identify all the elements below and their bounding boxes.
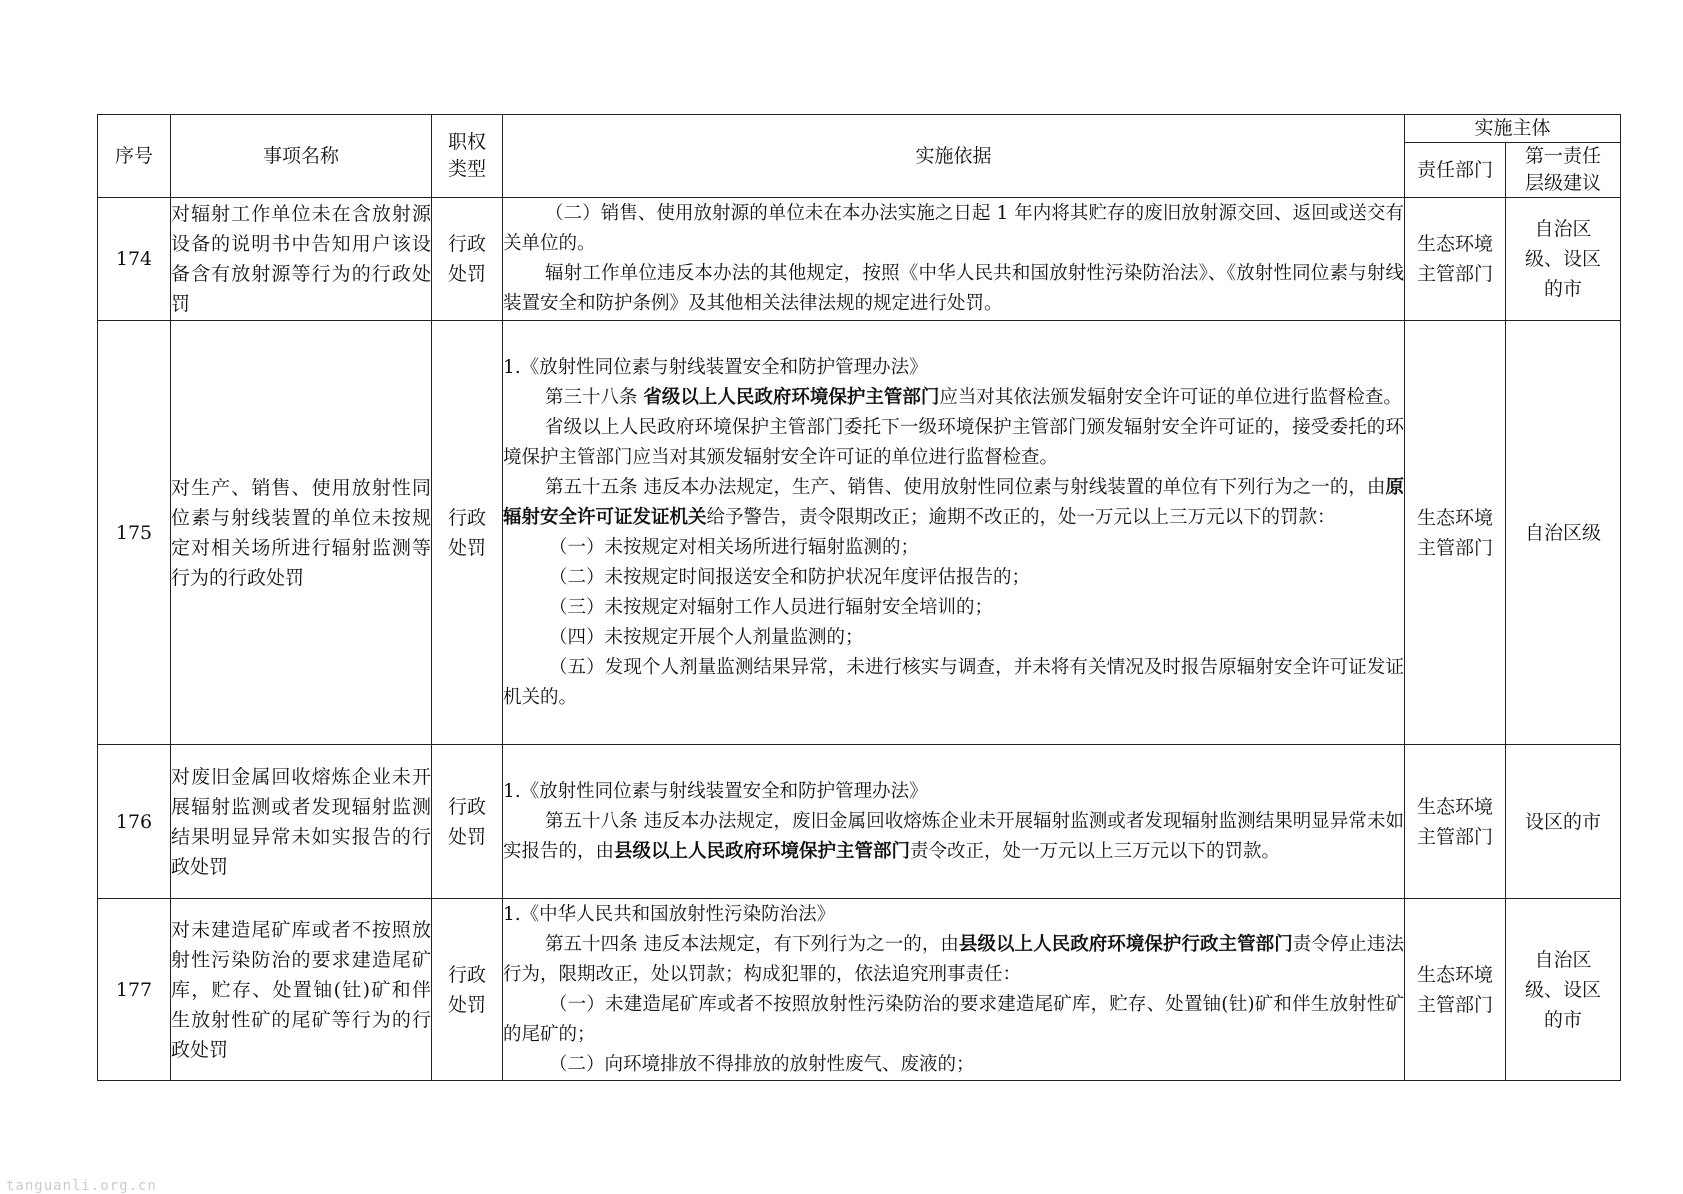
row-level: 自治区级、设区的市 [1506,899,1621,1081]
basis-paragraph: 辐射工作单位违反本办法的其他规定，按照《中华人民共和国放射性污染防治法》、《放射性同位素与射线装置安全和防护条例》及其他相关法律法规的规定进行处罚。 [503,263,1404,314]
basis-item: （一）未按规定对相关场所进行辐射监测的； [549,536,920,558]
row-seq: 177 [98,899,171,1081]
row-type: 行政处罚 [432,745,503,899]
row-type: 行政处罚 [432,321,503,745]
basis-paragraph: （二）销售、使用放射源的单位未在本办法实施之日起 1 年内将其贮存的废旧放射源交回、返回或送交有关单位的。 [503,203,1404,254]
row-name: 对废旧金属回收熔炼企业未开展辐射监测或者发现辐射监测结果明显异常未如实报告的行政处罚 [171,745,432,899]
basis-paragraph: 第五十四条 违反本法规定，有下列行为之一的，由县级以上人民政府环境保护行政主管部门责令停止违法行为，限期改正，处以罚款；构成犯罪的，依法追究刑事责任： [503,933,1404,985]
row-name: 对辐射工作单位未在含放射源设备的说明书中告知用户该设备含有放射源等行为的行政处罚 [171,198,432,321]
row-basis [503,198,1405,321]
watermark: tanguanli.org.cn [6,1178,157,1194]
row-level: 自治区级 [1506,321,1621,745]
header-basis: 实施依据 [503,115,1405,198]
row-type: 行政处罚 [432,899,503,1081]
authority-highlight: 省级以上人民政府环境保护主管部门 [643,386,940,408]
row-name: 对未建造尾矿库或者不按照放射性污染防治的要求建造尾矿库，贮存、处置铀(钍)矿和伴生放射性矿的尾矿等行为的行政处罚 [171,899,432,1081]
basis-item: （一）未建造尾矿库或者不按照放射性污染防治的要求建造尾矿库，贮存、处置铀(钍)矿和伴生放射性矿的尾矿的； [503,993,1404,1045]
basis-paragraph: 第三十八条 省级以上人民政府环境保护主管部门应当对其依法颁发辐射安全许可证的单位进行监督检查。 [545,386,1402,408]
basis-paragraph: 第五十五条 违反本办法规定，生产、销售、使用放射性同位素与射线装置的单位有下列行为之一的，由原辐射安全许可证发证机关给予警告，责令限期改正；逾期不改正的，处一万元以上三万元以下的罚款： [503,476,1404,528]
table-row [98,745,1621,899]
basis-paragraph: 省级以上人民政府环境保护主管部门委托下一级环境保护主管部门颁发辐射安全许可证的，接受委托的环境保护主管部门应当对其颁发辐射安全许可证的单位进行监督检查。 [503,416,1404,468]
header-seq: 序号 [98,115,171,198]
row-dept: 生态环境主管部门 [1405,899,1506,1081]
authority-highlight: 县级以上人民政府环境保护主管部门 [614,840,911,862]
row-seq: 174 [98,198,171,321]
basis-item: （二）未按规定时间报送安全和防护状况年度评估报告的； [549,566,1031,588]
table-row [98,198,1621,321]
row-dept: 生态环境主管部门 [1405,745,1506,899]
table-row [98,899,1621,1081]
row-basis [503,899,1405,1081]
basis-title: 1.《放射性同位素与射线装置安全和防护管理办法》 [503,356,928,378]
authority-highlight: 县级以上人民政府环境保护行政主管部门 [958,933,1293,955]
row-type: 行政处罚 [432,198,503,321]
header-name: 事项名称 [171,115,432,198]
table-row [98,321,1621,745]
header-dept: 责任部门 [1405,143,1506,198]
basis-item: （三）未按规定对辐射工作人员进行辐射安全培训的； [549,596,994,618]
authority-highlight: 原辐射安全许可证发证机关 [503,476,1404,528]
row-level: 自治区级、设区的市 [1506,198,1621,321]
row-seq: 176 [98,745,171,899]
header-type: 职权类型 [432,115,503,198]
row-basis [503,321,1405,745]
basis-item: （四）未按规定开展个人剂量监测的； [549,626,864,648]
row-dept: 生态环境主管部门 [1405,198,1506,321]
row-dept: 生态环境主管部门 [1405,321,1506,745]
basis-title: 1.《放射性同位素与射线装置安全和防护管理办法》 [503,780,928,802]
basis-item: （二）向环境排放不得排放的放射性废气、废液的； [549,1053,975,1075]
header-level: 第一责任层级建议 [1506,143,1621,198]
header-subject: 实施主体 [1405,115,1621,143]
row-seq: 175 [98,321,171,745]
basis-paragraph: 第五十八条 违反本办法规定，废旧金属回收熔炼企业未开展辐射监测或者发现辐射监测结果明显异常未如实报告的，由县级以上人民政府环境保护主管部门责令改正，处一万元以上三万元以下的罚款。 [503,810,1404,862]
enforcement-table [97,114,1621,1081]
row-basis [503,745,1405,899]
basis-item: （五）发现个人剂量监测结果异常，未进行核实与调查，并未将有关情况及时报告原辐射安全许可证发证机关的。 [503,656,1404,708]
row-level: 设区的市 [1506,745,1621,899]
row-name: 对生产、销售、使用放射性同位素与射线装置的单位未按规定对相关场所进行辐射监测等行为的行政处罚 [171,321,432,745]
basis-title: 1.《中华人民共和国放射性污染防治法》 [503,903,836,925]
